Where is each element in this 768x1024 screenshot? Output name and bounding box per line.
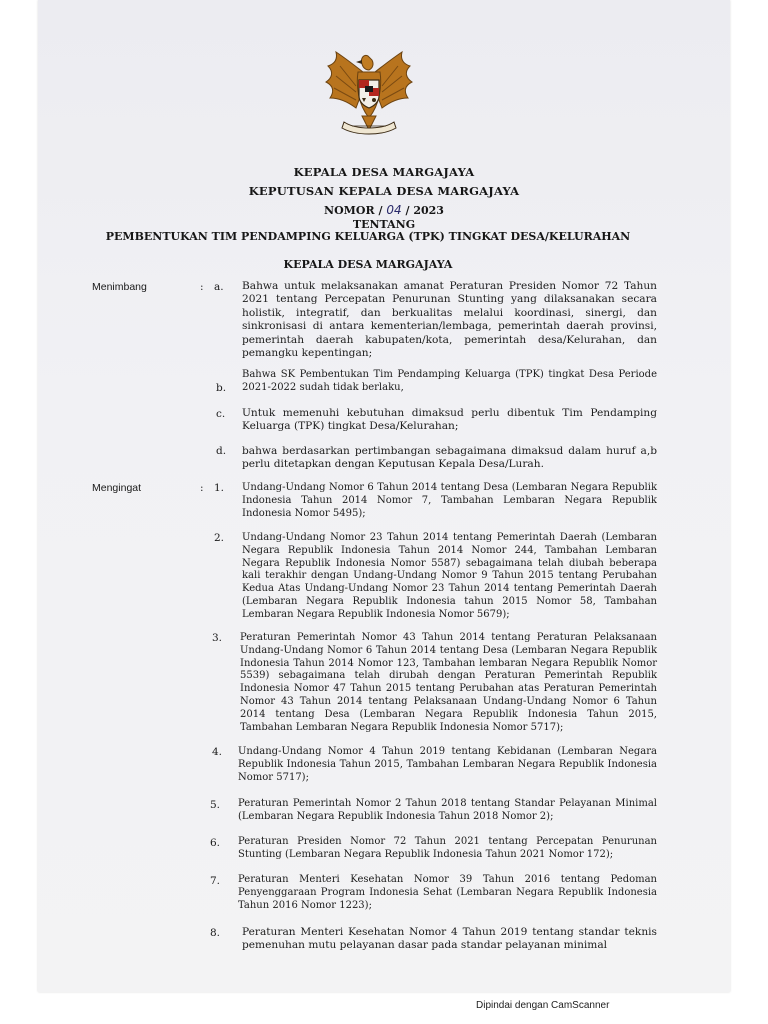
menimbang-item-c: Untuk memenuhi kebutuhan dimaksud perlu dibentuk Tim Pendamping Keluarga (TPK) tingkat Desa/Kelurahan;	[242, 407, 657, 433]
mengingat-marker-8: 8.	[210, 927, 221, 939]
scanner-watermark: Dipindai dengan CamScanner	[476, 1000, 610, 1011]
decision-subject: PEMBENTUKAN TIM PENDAMPING KELUARGA (TPK) TINGKAT DESA/KELURAHAN	[105, 230, 631, 243]
mengingat-item-2: Undang-Undang Nomor 23 Tahun 2014 tentang Pemerintah Daerah (Lembaran Negara Republik Indonesia Tahun 2014 Nomor 244, Tambahan Lembaran Negara Republik Indonesia Nomor 5587) sebagaimana telah diubah beberapa kali terakhir dengan Undang-Undang Nomor 9 Tahun 2015 tentang Perubahan Kedua Atas Undang-Undang Nomor 23 Tahun 2014 tentang Pemerintah Daerah (Lembaran Negara Republik Indonesia tahun 2015 Nomor 58, Tambahan Lembaran Negara Republik Indonesia Nomor 5679);	[242, 532, 657, 620]
menimbang-marker-a: a.	[214, 281, 224, 293]
menimbang-marker-c: c.	[216, 408, 226, 420]
authority-heading: KEPALA DESA MARGAJAYA	[283, 258, 453, 271]
tentang-heading: TENTANG	[352, 218, 416, 231]
document-number	[0, 203, 768, 217]
mengingat-colon: :	[200, 482, 204, 494]
garuda-pancasila-emblem-icon	[322, 46, 416, 138]
mengingat-item-8: Peraturan Menteri Kesehatan Nomor 4 Tahun 2019 tentang standar teknis pemenuhan mutu pelayanan dasar pada standar pelayanan minimal	[242, 926, 657, 952]
mengingat-marker-1: 1.	[214, 482, 225, 494]
mengingat-label: Mengingat	[92, 482, 142, 494]
header-line2: KEPUTUSAN KEPALA DESA MARGAJAYA	[248, 184, 520, 198]
mengingat-marker-2: 2.	[214, 532, 225, 544]
mengingat-item-7: Peraturan Menteri Kesehatan Nomor 39 Tahun 2016 tentang Pedoman Penyenggaraan Program Indonesia Sehat (Lembaran Negara Republik Indonesia Tahun 2016 Nomor 1223);	[238, 874, 657, 911]
mengingat-item-4: Undang-Undang Nomor 4 Tahun 2019 tentang Kebidanan (Lembaran Negara Republik Indonesia Tahun 2015, Tambahan Lembaran Negara Republik Indonesia Nomor 5717);	[238, 746, 657, 783]
mengingat-marker-6: 6.	[210, 837, 221, 849]
mengingat-item-1: Undang-Undang Nomor 6 Tahun 2014 tentang Desa (Lembaran Negara Republik Indonesia Tahun 2014 Nomor 7, Tambahan Lembaran Negara Republik Indonesia Nomor 5495);	[242, 482, 657, 519]
nomor-handwritten: 04	[386, 203, 402, 217]
nomor-prefix: NOMOR	[324, 204, 375, 217]
menimbang-marker-d: d.	[216, 445, 227, 457]
menimbang-colon: :	[200, 281, 204, 293]
mengingat-item-6: Peraturan Presiden Nomor 72 Tahun 2021 tentang Percepatan Penurunan Stunting (Lembaran Negara Republik Indonesia Tahun 2021 Nomor 172);	[238, 836, 657, 860]
mengingat-item-5: Peraturan Pemerintah Nomor 2 Tahun 2018 tentang Standar Pelayanan Minimal (Lembaran Negara Republik Indonesia Tahun 2018 Nomor 2);	[238, 798, 657, 822]
mengingat-marker-3: 3.	[212, 632, 223, 644]
menimbang-marker-b: b.	[216, 382, 227, 394]
nomor-year: 2023	[413, 204, 444, 217]
mengingat-item-3: Peraturan Pemerintah Nomor 43 Tahun 2014 tentang Peraturan Pelaksanaan Undang-Undang Nomor 6 Tahun 2014 tentang Desa (Lembaran Negara Republik Indonesia Tahun 2014 Nomor 123, Tambahan lembaran Negara Republik Nomor 5539) sebagaimana telah dirubah dengan Peraturan Pemerintah Republik Indonesia Nomor 47 Tahun 2015 tentang Perubahan atas Peraturan Pemerintah Nomor 43 Tahun 2014 tentang Pelaksanaan Undang-Undang Nomor 6 Tahun 2014 tentang Desa (Lembaran Negara Republik Indonesia Tahun 2015, Tambahan Lembaran Negara Republik Indonesia Nomor 5717);	[240, 632, 657, 733]
menimbang-item-a: Bahwa untuk melaksanakan amanat Peraturan Presiden Nomor 72 Tahun 2021 tentang Percepatan Penurunan Stunting yang dilaksanakan secara holistik, integratif, dan berkualitas melalui koordinasi, sinergi, dan sinkronisasi di antara kementerian/lembaga, pemerintah daerah provinsi, pemerintah daerah kabupaten/kota, pemerintah desa/Kelurahan, dan pemangku kepentingan;	[242, 280, 657, 360]
menimbang-label: Menimbang	[92, 281, 147, 293]
nomor-sep1: /	[378, 204, 383, 217]
menimbang-item-d: bahwa berdasarkan pertimbangan sebagaimana dimaksud dalam huruf a,b perlu ditetapkan dengan Keputusan Kepala Desa/Lurah.	[242, 445, 657, 471]
header-line1: KEPALA DESA MARGAJAYA	[293, 165, 475, 179]
mengingat-marker-7: 7.	[210, 875, 221, 887]
mengingat-marker-5: 5.	[210, 799, 221, 811]
mengingat-marker-4: 4.	[212, 746, 223, 758]
nomor-sep2: /	[405, 204, 410, 217]
menimbang-item-b: Bahwa SK Pembentukan Tim Pendamping Keluarga (TPK) tingkat Desa Periode 2021-2022 sudah tidak berlaku,	[242, 369, 657, 393]
